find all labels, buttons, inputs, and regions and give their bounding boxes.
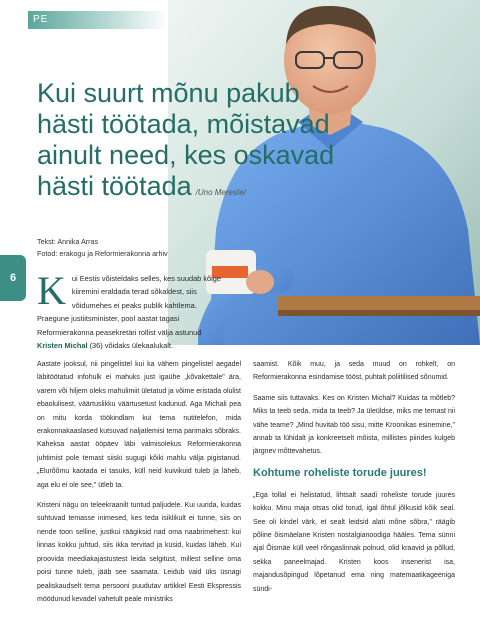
intro-text-before: ui Eestis võisteldaks selles, kes suudab kõige kiiremini eraldada terad sõkaldest, siis võidumehes ei peaks publik kahtlema. Praegune justiitsminister, pool aastat tagasi Reformierakonna peasekretäri rollist välja astunud [37, 274, 222, 337]
right-column [253, 358, 455, 603]
right-paragraph-2: Saame siis tuttavaks. Kes on Kristen Michal? Kuidas ta mõtleb? Miks ta teeb seda, mida ta teeb? Ja üleüldse, miks me temast nii vähe teame? „Mind huvitab töö sisu, mitte Kroonikas esinemine," annab ta lühidalt ja konkreetselt mõista, millistes piirides kulgeb järgnev mõttevahetus. [253, 394, 455, 456]
intro-text-after: (36) võidaks ülekaalukalt. [87, 341, 173, 351]
headline-text: Kui suurt mõnu pakub hästi töötada, mõistavad ainult need, kes oskavad hästi töötada [37, 78, 335, 201]
subheading: Kohtume roheliste torude juures! [253, 466, 427, 479]
left-paragraph-1: Aastate jooksul, nii pingelistel kui ka vähem pingelistel aegadel läbitöötatud infohulk ei mahuks just igaühe „kõvakettale" ära, varem või hiljem oleks mahulimiit ületatud ja võime eristada olulist ebaolulisest, väärtuslikku väärtusetust kadunud. Aga Michali pea on mitu korda töökindlam kui tema nutitelefon, mida erakonnakaaslased kutsuvad naljatlemisi tema parimaks sõbraks. Kaheksa aastat ööpäev läbi valmisolekus Reformierakonna juhtimist pole temast siiski sugugi kõiki mahlu välja pigistanud. „Elurõõmu kaotada ei tasuks, küll neid kuivikuid tuleb ja läheb, aga elu ei ole see," ütleb ta. [37, 361, 241, 489]
intro-name: Kristen Michal [37, 341, 88, 351]
left-paragraph-2: Kristeni nägu on teleekraanilt tuntud paljudele. Kui uurida, kuidas suhtuvad temasse inimesed, kes teda isiklikult ei tunne, siis on nende toon selline, justkui räägiksid nad oma naabrimehest: kui linnas kokku juhtud, siis ikka tervitad ja küsid, kuidas läheb. Kui proovida meediakajastustest leida selgitust, millest selline oma poisi tunne tuleb, jääb see saamata. Leidub vaid üks üsnagi pealiskaudselt tema persooni puudutav artikkel Eesti Ekspressis möödunud kevadel vahetult peale ministriks [37, 502, 241, 603]
photo-credit: Fotod: erakogu ja Reformierakonna arhiv [37, 249, 168, 258]
right-paragraph-1: saamist. Kõik muu, ja seda muud on rohkelt, on Reformierakonna esindamise tööst, puhtalt poliitilised sõnumid. [253, 361, 455, 382]
left-column [37, 358, 241, 613]
page-number-tab: 6 [0, 255, 26, 301]
intro-paragraph [37, 268, 227, 352]
text-credit: Tekst: Annika Arras [37, 237, 99, 246]
quote-author: /Uno Mereste/ [195, 188, 246, 197]
right-paragraph-3: „Ega tollal ei helistatud, lihtsalt saadi roheliste torude juures kokku. Minu maja otsas olid torud, igal õhtul jõlkusid kõik seal. See oli kindel värk, et sealt leidsid alati mõne sõbra," räägib põline õismäelane Kristen nostalgianoodiga hääles. Tema sünni ajal Õismäe küll veel rõngaslinnak polnud, olid kraavid ja põllud, sekka paneelmajad. Kristen koos insenerist isa, majandusõpingud lõpetanud ema ning matemaatikageeniga sündi- [253, 491, 455, 593]
article-credits [37, 236, 168, 260]
drop-cap: K [37, 268, 66, 313]
section-label: PE [28, 11, 168, 29]
article-headline [37, 78, 337, 208]
